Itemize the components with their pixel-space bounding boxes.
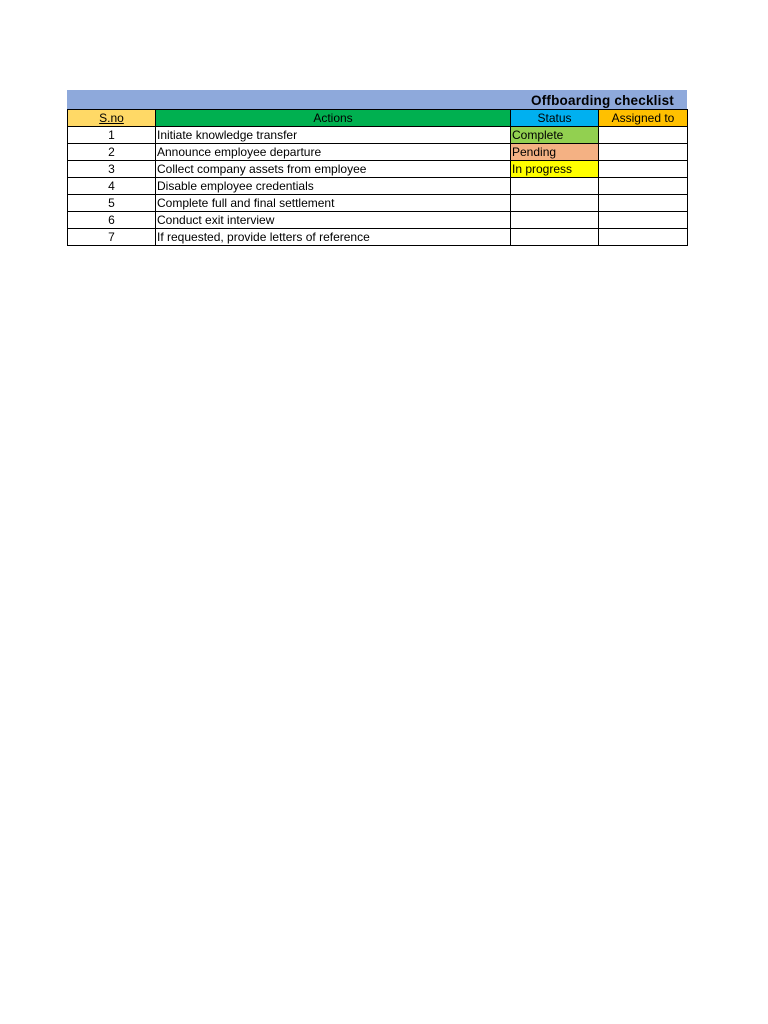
cell-status[interactable]: Pending	[511, 144, 599, 161]
cell-sno[interactable]: 4	[68, 178, 156, 195]
cell-action[interactable]: Collect company assets from employee	[156, 161, 511, 178]
cell-action[interactable]: Announce employee departure	[156, 144, 511, 161]
cell-assigned-to[interactable]	[599, 144, 688, 161]
header-sno[interactable]: S.no	[68, 110, 156, 127]
cell-status[interactable]	[511, 229, 599, 246]
header-assigned-to[interactable]: Assigned to	[599, 110, 688, 127]
cell-sno[interactable]: 6	[68, 212, 156, 229]
cell-action[interactable]: Initiate knowledge transfer	[156, 127, 511, 144]
checklist-table	[67, 109, 688, 246]
table-row	[68, 212, 688, 229]
header-actions[interactable]: Actions	[156, 110, 511, 127]
cell-sno[interactable]: 3	[68, 161, 156, 178]
cell-action[interactable]: Conduct exit interview	[156, 212, 511, 229]
cell-sno[interactable]: 1	[68, 127, 156, 144]
table-row	[68, 161, 688, 178]
table-row	[68, 178, 688, 195]
offboarding-sheet	[67, 90, 687, 246]
cell-action[interactable]: Disable employee credentials	[156, 178, 511, 195]
sheet-title: Offboarding checklist	[531, 92, 674, 108]
table-row	[68, 144, 688, 161]
header-row	[68, 110, 688, 127]
cell-action[interactable]: Complete full and final settlement	[156, 195, 511, 212]
table-row	[68, 229, 688, 246]
header-status[interactable]: Status	[511, 110, 599, 127]
cell-assigned-to[interactable]	[599, 161, 688, 178]
cell-sno[interactable]: 5	[68, 195, 156, 212]
cell-sno[interactable]: 7	[68, 229, 156, 246]
cell-assigned-to[interactable]	[599, 127, 688, 144]
table-row	[68, 127, 688, 144]
cell-assigned-to[interactable]	[599, 178, 688, 195]
cell-status[interactable]: In progress	[511, 161, 599, 178]
cell-assigned-to[interactable]	[599, 229, 688, 246]
title-bar	[67, 90, 687, 109]
cell-status[interactable]	[511, 195, 599, 212]
cell-status[interactable]: Complete	[511, 127, 599, 144]
cell-assigned-to[interactable]	[599, 195, 688, 212]
cell-status[interactable]	[511, 212, 599, 229]
table-row	[68, 195, 688, 212]
cell-action[interactable]: If requested, provide letters of reference	[156, 229, 511, 246]
cell-assigned-to[interactable]	[599, 212, 688, 229]
cell-sno[interactable]: 2	[68, 144, 156, 161]
cell-status[interactable]	[511, 178, 599, 195]
